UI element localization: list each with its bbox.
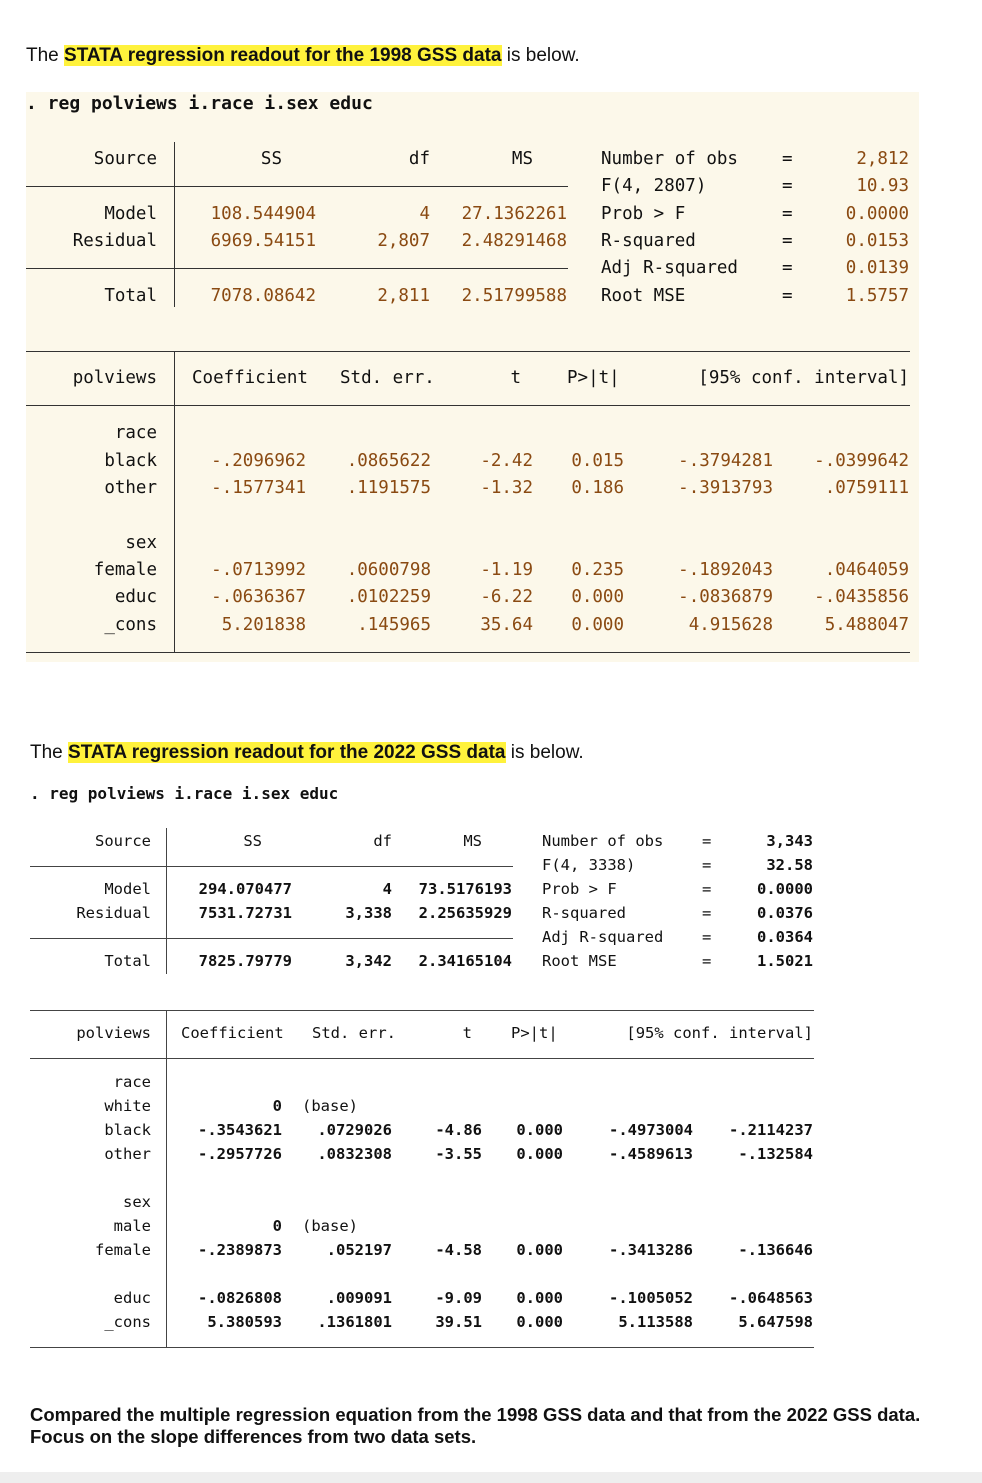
std-err: .1191575 [346, 478, 431, 498]
regression-table-2022 [30, 820, 820, 1360]
source-header: Source [93, 149, 157, 169]
p-value: 0.015 [571, 451, 624, 471]
ci-lower: -.1892043 [678, 560, 773, 580]
ci-upper: -.136646 [738, 1241, 813, 1259]
ci-header: [95% conf. interval] [698, 368, 909, 388]
anova-ss-residual: 6969.54151 [210, 231, 316, 251]
base-row-label: male [113, 1217, 151, 1235]
ci-upper: -.0648563 [729, 1289, 813, 1307]
row-label: female [93, 560, 157, 580]
stat-eq: = [782, 231, 793, 251]
p-value: 0.000 [516, 1145, 563, 1163]
ci-upper: 5.488047 [824, 615, 909, 635]
stat-value: 0.0153 [845, 231, 909, 251]
std-err: .052197 [326, 1241, 392, 1259]
p-value: 0.000 [516, 1289, 563, 1307]
t-stat: -2.42 [480, 451, 533, 471]
ci-lower: 5.113588 [618, 1313, 693, 1331]
base-row-tag: (base) [302, 1097, 358, 1115]
anova-df-residual: 3,338 [345, 904, 392, 922]
anova-ss-residual: 7531.72731 [198, 904, 292, 922]
stat-eq: = [782, 176, 793, 196]
stat-label: F(4, 2807) [601, 176, 707, 196]
t-stat: -4.86 [435, 1121, 482, 1139]
coefficient: -.2096962 [211, 451, 306, 471]
t-stat: 35.64 [480, 615, 533, 635]
base-row-coef: 0 [272, 1097, 282, 1115]
stat-value: 0.0139 [845, 258, 909, 278]
group-label-sex: sex [125, 533, 157, 553]
std-err: .145965 [357, 615, 431, 635]
ss-header: SS [260, 149, 282, 169]
ci-lower: -.0836879 [678, 587, 773, 607]
anova-source-model: Model [104, 880, 151, 898]
stat-eq: = [782, 204, 793, 224]
anova-source-residual: Residual [76, 904, 151, 922]
ci-lower: -.4589613 [609, 1145, 693, 1163]
row-label: educ [114, 587, 157, 607]
ms-header: MS [511, 149, 533, 169]
t-stat: 39.51 [435, 1313, 482, 1331]
stat-label: Root MSE [542, 952, 617, 970]
stat-value: 1.5021 [757, 952, 813, 970]
base-row-tag: (base) [302, 1217, 358, 1235]
stat-eq: = [782, 286, 793, 306]
se-header: Std. err. [312, 1024, 396, 1042]
coef-header: Coefficient [192, 368, 308, 388]
coefficient: -.2957726 [198, 1145, 282, 1163]
ci-lower: -.3794281 [678, 451, 773, 471]
df-header: df [373, 832, 392, 850]
p-header: P>|t| [567, 368, 620, 388]
t-header: t [462, 1024, 472, 1042]
row-label: female [95, 1241, 151, 1259]
t-stat: -9.09 [435, 1289, 482, 1307]
coefficient: -.0713992 [211, 560, 306, 580]
se-header: Std. err. [340, 368, 435, 388]
std-err: .0729026 [317, 1121, 392, 1139]
coefficient: 5.201838 [221, 615, 306, 635]
p-value: 0.000 [516, 1313, 563, 1331]
ci-upper: .0759111 [824, 478, 909, 498]
ci-lower: -.3413286 [609, 1241, 693, 1259]
ci-upper: 5.647598 [738, 1313, 813, 1331]
t-stat: -6.22 [480, 587, 533, 607]
stat-eq: = [782, 149, 793, 169]
anova-df-total: 2,811 [377, 286, 430, 306]
std-err: .009091 [326, 1289, 392, 1307]
stat-eq: = [782, 258, 793, 278]
stat-label: Number of obs [601, 149, 738, 169]
stat-label: R-squared [601, 231, 696, 251]
intro-2022: The STATA regression readout for the 2022 GSS data is below. [30, 742, 584, 763]
ci-upper: -.2114237 [729, 1121, 813, 1139]
coefficient: -.3543621 [198, 1121, 282, 1139]
p-value: 0.000 [516, 1121, 563, 1139]
coef-header: Coefficient [181, 1024, 284, 1042]
ci-upper: -.0399642 [814, 451, 909, 471]
anova-source-total: Total [104, 286, 157, 306]
stat-value: 10.93 [856, 176, 909, 196]
df-header: df [408, 149, 430, 169]
anova-source-residual: Residual [72, 231, 157, 251]
anova-df-residual: 2,807 [377, 231, 430, 251]
stat-value: 32.58 [766, 856, 813, 874]
stat-eq: = [702, 928, 712, 946]
anova-df-total: 3,342 [345, 952, 392, 970]
stat-label: Prob > F [601, 204, 686, 224]
stat-label: Root MSE [601, 286, 686, 306]
stat-value: 0.0364 [757, 928, 813, 946]
stat-label: Prob > F [542, 880, 617, 898]
anova-ss-total: 7825.79779 [198, 952, 292, 970]
anova-df-model: 4 [419, 204, 430, 224]
command-1998: . reg polviews i.race i.sex educ [26, 93, 373, 114]
coefficient: -.0636367 [211, 587, 306, 607]
anova-ms-total: 2.34165104 [418, 952, 512, 970]
stat-label: Adj R-squared [542, 928, 664, 946]
base-row-coef: 0 [272, 1217, 282, 1235]
ss-header: SS [243, 832, 262, 850]
anova-ms-model: 73.5176193 [418, 880, 512, 898]
anova-source-model: Model [104, 204, 157, 224]
ci-lower: -.1005052 [609, 1289, 693, 1307]
t-stat: -1.19 [480, 560, 533, 580]
t-stat: -3.55 [435, 1145, 482, 1163]
stat-eq: = [702, 904, 712, 922]
anova-ms-residual: 2.25635929 [418, 904, 512, 922]
row-label: educ [113, 1289, 151, 1307]
stat-eq: = [702, 832, 712, 850]
p-value: 0.000 [571, 615, 624, 635]
assignment-question: Compared the multiple regression equation from the 1998 GSS data and that from the 2022 GSS data. Focus on the slope differences from two data sets. [30, 1404, 921, 1447]
coefficient: 5.380593 [207, 1313, 282, 1331]
command-2022: . reg polviews i.race i.sex educ [30, 784, 339, 803]
stat-label: F(4, 3338) [542, 856, 636, 874]
ci-lower: -.3913793 [678, 478, 773, 498]
stat-label: Number of obs [542, 832, 664, 850]
stat-label: Adj R-squared [601, 258, 738, 278]
row-label: black [104, 1121, 151, 1139]
p-value: 0.186 [571, 478, 624, 498]
coefficient: -.1577341 [211, 478, 306, 498]
intro-1998: The STATA regression readout for the 1998 GSS data is below. [26, 45, 580, 66]
stat-value: 3,343 [766, 832, 813, 850]
group-label-race: race [114, 423, 157, 443]
anova-ss-model: 294.070477 [198, 880, 292, 898]
group-label-sex: sex [123, 1193, 151, 1211]
source-header: Source [95, 832, 151, 850]
ci-upper: .0464059 [824, 560, 909, 580]
stat-eq: = [702, 952, 712, 970]
stat-eq: = [702, 880, 712, 898]
anova-ms-model: 27.1362261 [461, 204, 567, 224]
dep-var-header: polviews [76, 1024, 151, 1042]
stat-eq: = [702, 856, 712, 874]
row-label: _cons [104, 1313, 151, 1331]
anova-df-model: 4 [382, 880, 392, 898]
std-err: .0102259 [346, 587, 431, 607]
regression-table-1998 [26, 92, 919, 662]
anova-ms-total: 2.51799588 [461, 286, 567, 306]
ms-header: MS [463, 832, 482, 850]
stat-value: 2,812 [856, 149, 909, 169]
ci-lower: 4.915628 [688, 615, 773, 635]
std-err: .0832308 [317, 1145, 392, 1163]
anova-ms-residual: 2.48291468 [461, 231, 567, 251]
base-row-label: white [104, 1097, 151, 1115]
std-err: .1361801 [317, 1313, 392, 1331]
stat-label: R-squared [542, 904, 626, 922]
coefficient: -.2389873 [198, 1241, 282, 1259]
stat-value: 0.0000 [845, 204, 909, 224]
ci-header: [95% conf. interval] [626, 1024, 813, 1042]
std-err: .0865622 [346, 451, 431, 471]
p-value: 0.000 [571, 587, 624, 607]
ci-upper: -.132584 [738, 1145, 813, 1163]
t-stat: -4.58 [435, 1241, 482, 1259]
footer-bar [0, 1472, 982, 1483]
row-label: other [104, 1145, 151, 1163]
group-label-race: race [113, 1073, 151, 1091]
dep-var-header: polviews [72, 368, 157, 388]
stat-value: 0.0000 [757, 880, 813, 898]
t-stat: -1.32 [480, 478, 533, 498]
coefficient: -.0826808 [198, 1289, 282, 1307]
p-value: 0.235 [571, 560, 624, 580]
anova-source-total: Total [104, 952, 151, 970]
highlight-2022: STATA regression readout for the 2022 GSS data [68, 742, 506, 763]
row-label: _cons [104, 615, 157, 635]
stat-value: 0.0376 [757, 904, 813, 922]
ci-lower: -.4973004 [609, 1121, 693, 1139]
std-err: .0600798 [346, 560, 431, 580]
t-header: t [510, 368, 521, 388]
row-label: other [104, 478, 157, 498]
row-label: black [104, 451, 157, 471]
anova-ss-model: 108.544904 [210, 204, 316, 224]
p-header: P>|t| [511, 1024, 558, 1042]
anova-ss-total: 7078.08642 [210, 286, 316, 306]
p-value: 0.000 [516, 1241, 563, 1259]
highlight-1998: STATA regression readout for the 1998 GSS data [64, 45, 502, 66]
stat-value: 1.5757 [845, 286, 909, 306]
ci-upper: -.0435856 [814, 587, 909, 607]
